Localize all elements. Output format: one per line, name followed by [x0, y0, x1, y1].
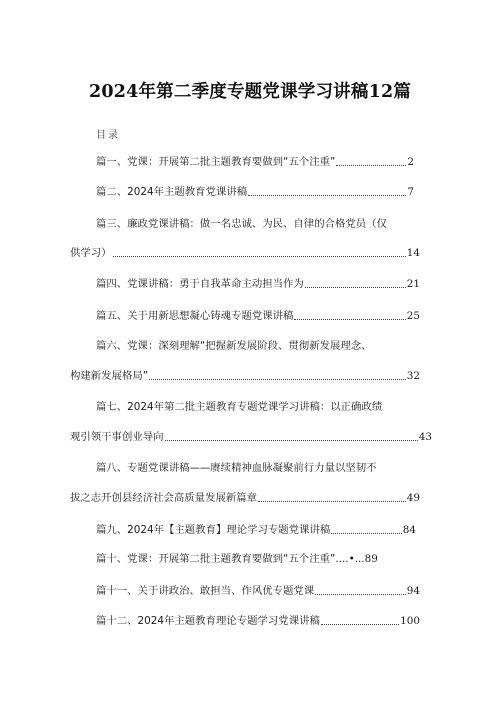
toc-leader [315, 594, 406, 595]
document-title: 2024年第二季度专题党课学习讲稿12篇 [88, 82, 412, 102]
toc-page-number: 2 [407, 156, 414, 168]
toc-entry-title-continued: 观引领干事创业导向 [70, 431, 164, 443]
toc-entry-title-continued: 构建新发展格局” [70, 370, 149, 382]
toc-entry-title: 篇一、党课：开展第二批主题教育要做到“五个注重” [96, 156, 336, 168]
toc-leader [294, 319, 405, 320]
toc-entry-title: 篇十、党课：开展第二批主题教育要做到“五个注重” [96, 553, 336, 565]
toc-leader [113, 256, 406, 257]
toc-page-number: 14 [406, 247, 420, 259]
toc-entry-title: 篇八、专题党课讲稿——赓续精神血脉凝聚前行力量以坚韧不 [96, 462, 377, 474]
toc-leader [248, 195, 406, 196]
toc-entry[interactable] [96, 309, 420, 323]
toc-entry-title: 篇七、2024年第二批主题教育专题党课学习讲稿：以正确政绩 [96, 401, 383, 413]
toc-entry[interactable] [96, 339, 416, 353]
toc-entry-title: 篇二、2024年主题教育党课讲稿 [96, 186, 248, 198]
toc-entry-title: 篇五、关于用新思想凝心铸魂专题党课讲稿 [96, 310, 294, 322]
toc-page-number: 100 [400, 615, 420, 627]
toc-page-number: 7 [407, 186, 414, 198]
toc-entry-continuation[interactable] [70, 246, 420, 260]
toc-entry-title: 篇九、2024年【主题教育】理论学习专题党课讲稿 [96, 524, 331, 536]
toc-entry-continuation[interactable] [70, 369, 420, 383]
toc-entry-continuation[interactable] [70, 430, 432, 444]
toc-entry[interactable] [96, 461, 421, 475]
toc-entry[interactable] [96, 155, 414, 169]
toc-entry-continuation[interactable] [70, 491, 420, 505]
toc-page-number: 25 [406, 310, 420, 322]
toc-heading: 目录 [96, 130, 120, 141]
toc-leader [331, 533, 402, 534]
toc-page-number: 49 [406, 492, 420, 504]
toc-page-number: 84 [402, 524, 416, 536]
toc-page-number: 21 [406, 278, 420, 290]
toc-entry-title-continued: 拔之志开创县经济社会高质量发展新篇章 [70, 492, 258, 504]
toc-leader [165, 440, 418, 441]
toc-entry[interactable] [96, 277, 420, 291]
toc-entry-title: 篇十二、2024年主题教育理论专题学习党课讲稿 [96, 615, 320, 627]
toc-entry-title: 篇三、廉政党课讲稿：做一名忠诚、为民、自律的合格党员（仅 [96, 218, 387, 230]
toc-entry-title-continued: 供学习） [70, 247, 112, 259]
toc-entry[interactable] [96, 217, 426, 231]
toc-leader [258, 501, 406, 502]
toc-leader [336, 165, 406, 166]
toc-entry-title: 篇十一、关于讲政治、敢担当、作风优专题党课 [96, 585, 315, 597]
toc-page-number: 32 [406, 370, 420, 382]
toc-entry[interactable] [96, 523, 416, 537]
toc-leader [305, 287, 406, 288]
toc-entry[interactable] [96, 614, 420, 628]
toc-page-number: 43 [418, 431, 432, 443]
toc-entry[interactable] [96, 552, 408, 566]
toc-entry[interactable] [96, 584, 420, 598]
toc-entry[interactable] [96, 400, 421, 414]
toc-entry-title: 篇四、党课讲稿：勇于自我革命主动担当作为 [96, 278, 304, 290]
toc-entry[interactable] [96, 185, 414, 199]
toc-entry-title: 篇六、党课：深刻理解“把握新发展阶段、贯彻新发展理念、 [96, 340, 372, 352]
toc-leader [321, 624, 399, 625]
toc-leader [149, 379, 406, 380]
toc-page-number: ....•...89 [335, 553, 378, 565]
toc-page-number: 94 [406, 585, 420, 597]
